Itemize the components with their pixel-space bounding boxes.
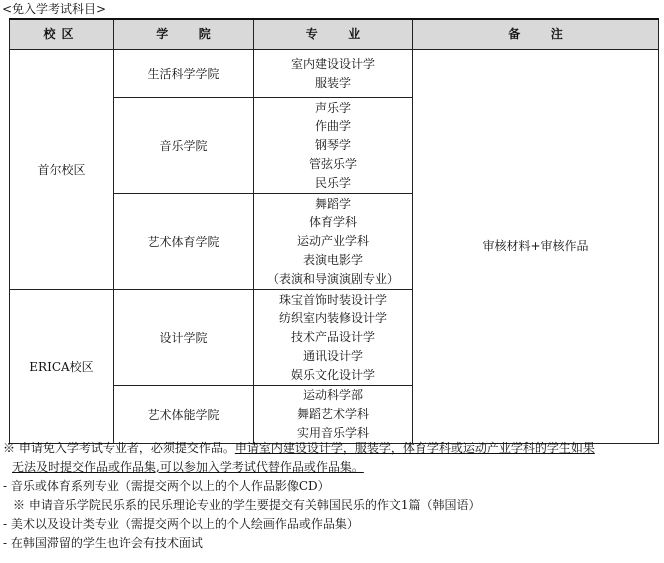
major-item: 运动科学部 bbox=[302, 388, 363, 403]
college-design: 设计学院 bbox=[114, 290, 254, 386]
campus-erica: ERICA校区 bbox=[10, 290, 114, 444]
note-portfolio-required bbox=[3, 439, 663, 458]
sub-note-korean-music: ※ 申请音乐学院民乐系的民乐理论专业的学生要提交有关韩国民乐的作文1篇（韩国语） bbox=[13, 498, 481, 512]
major-item: 管弦乐学 bbox=[308, 156, 357, 171]
bullet-music-sports: - 音乐或体育系列专业（需提交两个以上的个人作品影像CD） bbox=[3, 479, 330, 493]
major-item: 民乐学 bbox=[314, 175, 351, 190]
major-item: 运动产业学科 bbox=[296, 234, 369, 249]
major-item: 珠宝首饰时装设计学 bbox=[278, 292, 387, 307]
header-campus: 校区 bbox=[10, 19, 114, 50]
major-item: 作曲学 bbox=[314, 119, 351, 134]
table-header-row bbox=[10, 19, 659, 50]
major-item: 舞蹈艺术学科 bbox=[296, 407, 369, 422]
table-row bbox=[10, 50, 659, 98]
header-remarks: 备 注 bbox=[413, 19, 659, 50]
majors-arts-physical bbox=[254, 386, 413, 444]
major-item: （表演和导演演剧专业） bbox=[266, 271, 399, 286]
majors-arts-sports bbox=[254, 194, 413, 290]
header-college: 学 院 bbox=[114, 19, 254, 50]
bullet-korea-interview: - 在韩国滞留的学生也许会有技术面试 bbox=[3, 536, 203, 550]
major-item: 钢琴学 bbox=[314, 138, 351, 153]
exempt-subjects-table bbox=[9, 18, 659, 444]
remarks-cell: 审核材料+审核作品 bbox=[413, 50, 659, 444]
majors-design bbox=[254, 290, 413, 386]
college-arts-physical: 艺术体能学院 bbox=[114, 386, 254, 444]
header-major: 专 业 bbox=[254, 19, 413, 50]
major-item: 室内建设设计学 bbox=[290, 56, 375, 71]
major-item: 声乐学 bbox=[314, 100, 351, 115]
major-item: 表演电影学 bbox=[302, 252, 363, 267]
majors-life-science bbox=[254, 50, 413, 98]
campus-seoul: 首尔校区 bbox=[10, 50, 114, 290]
bullet-art-design: - 美术以及设计类专业（需提交两个以上的个人绘画作品或作品集） bbox=[3, 517, 359, 531]
major-item: 通讯设计学 bbox=[302, 348, 363, 363]
major-item: 服装学 bbox=[314, 75, 351, 90]
section-caption: <免入学考试科目> bbox=[2, 2, 107, 16]
major-item: 实用音乐学科 bbox=[296, 425, 369, 440]
major-item: 技术产品设计学 bbox=[290, 330, 375, 345]
note-portfolio-alternative bbox=[3, 458, 663, 477]
note-underlined-first: 申请室内建设设计学，服装学，体育学科或运动产业学科的学生如果 bbox=[234, 441, 595, 455]
notes-section bbox=[3, 439, 663, 553]
note-prefix: ※ 申请免入学考试专业者，必须提交作品。 bbox=[3, 441, 235, 455]
major-item: 舞蹈学 bbox=[314, 196, 351, 211]
college-music: 音乐学院 bbox=[114, 98, 254, 194]
major-item: 体育学科 bbox=[308, 215, 357, 230]
major-item: 娱乐文化设计学 bbox=[290, 367, 375, 382]
majors-music bbox=[254, 98, 413, 194]
major-item: 纺织室内装修设计学 bbox=[278, 311, 387, 326]
college-arts-sports: 艺术体育学院 bbox=[114, 194, 254, 290]
note-underlined-second: 无法及时提交作品或作品集,可以参加入学考试代替作品或作品集。 bbox=[12, 460, 364, 474]
college-life-science: 生活科学学院 bbox=[114, 50, 254, 98]
